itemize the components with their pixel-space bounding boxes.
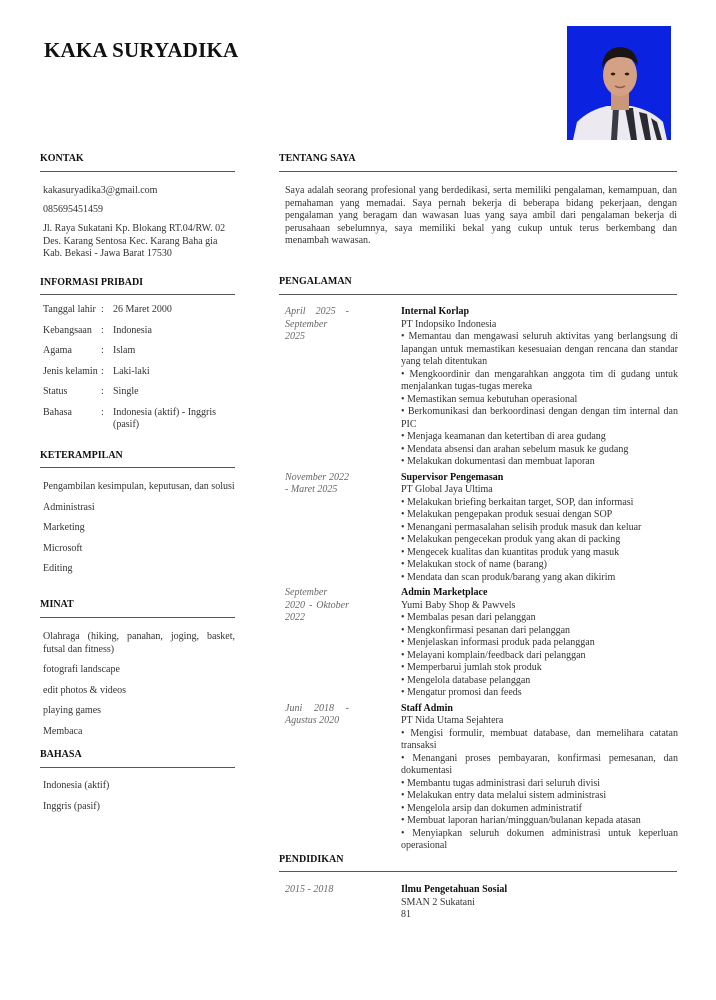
experience-section-title: PENGALAMAN [279,276,352,287]
about-section-title: TENTANG SAYA [279,153,356,164]
experience-bullet: • Mendata dan scan produk/barang yang akan dikirim [401,571,616,583]
experience-entry [285,306,678,469]
info-label: Kebangsaan [43,324,92,336]
experience-bullet: • Mengecek kualitas dan kuantitas produk yang masuk [401,546,620,558]
about-text: Saya adalah seorang profesional yang berdedikasi, serta memiliki pengalaman, kemampuan, dan pemahaman yang memadai. Saya pernah bekerja di beberapa bidang pekerjaan, dengan pengalaman yang beragam dan wawasan luas yang saya ambil dari pengalaman bekerja di perusahaan sebelumnya, saya memiliki bekal yang cukup untuk terus berkembang dan menambah wawasan. [285,185,677,246]
experience-bullet: • Memastikan semua kebutuhan operasional [401,393,578,405]
experience-entry [285,587,678,700]
contact-phone: 085695451459 [43,203,103,215]
experience-bullet: • Melakukan pengepakan produk sesuai dengan SOP [401,509,613,520]
experience-bullet: • Menangani permasalahan selisih produk masuk dan keluar [401,521,642,533]
experience-bullet: • Mengelola arsip dan dokumen administratif [401,802,582,814]
profile-photo [567,26,671,140]
experience-date: November 2022 - Maret 2025 [285,471,349,495]
education-entry [285,884,678,922]
personal-info-section-title: INFORMASI PRIBADI [40,277,144,288]
experience-bullet: • Melakukan dokumentasi dan membuat laporan [401,456,595,467]
info-colon: : [101,386,104,397]
experience-bullet: • Mengkoordinir dan mengarahkan anggota tim di gudang untuk menjalankan tugas-tugas mereka [401,368,678,392]
interests-section-title: MINAT [40,599,74,610]
person-portrait-icon [567,26,671,140]
info-value: 26 Maret 2000 [113,304,172,315]
experience-bullet: • Melakukan briefing berkaitan target, SOP, dan informasi [401,496,634,508]
experience-bullet: • Membalas pesan dari pelanggan [401,612,536,623]
experience-bullet: • Membuat laporan harian/mingguan/bulanan kepada atasan [401,815,641,826]
experience-entry [285,703,678,853]
experience-bullet: • Menyiapkan seluruh dokumen administrasi untuk keperluan operasional [401,827,678,851]
info-colon: : [101,365,104,377]
skill-item: Administrasi [43,501,95,513]
about-divider [279,171,677,172]
experience-section [285,306,678,856]
info-label: Bahasa [43,406,72,418]
experience-position: Staff Admin [401,702,453,714]
experience-bullet: • Mendata absensi dan arahan sebelum masuk ke gudang [401,443,629,455]
contact-divider [40,171,235,172]
experience-bullet: • Menangani proses pembayaran, konfirmasi pemesanan, dan dokumentasi [401,752,678,776]
experience-body [401,472,678,585]
info-value: Islam [113,345,136,356]
interests-section [43,631,235,746]
education-school: SMAN 2 Sukatani [401,896,475,908]
education-score: 81 [401,909,411,920]
skill-item: Editing [43,563,73,574]
skills-section [43,481,235,584]
info-row [43,325,235,338]
experience-bullet: • Menjelaskan informasi produk pada pelanggan [401,637,595,648]
info-row [43,386,235,399]
info-row [43,345,235,358]
experience-body [401,587,678,700]
experience-position: Admin Marketplace [401,587,488,598]
experience-bullet: • Menjaga keamanan dan ketertiban di area gudang [401,431,606,442]
interest-item: edit photos & videos [43,684,127,696]
experience-position: Supervisor Pengemasan [401,471,504,483]
education-date: 2015 - 2018 [285,884,334,895]
contact-email: kakasuryadika3@gmail.com [43,185,158,196]
experience-bullet: • Melakukan stock of name (barang) [401,559,547,570]
skills-divider [40,467,235,468]
info-value: Single [113,386,139,397]
info-colon: : [101,345,104,356]
info-value: Indonesia (aktif) - Inggris (pasif) [113,406,217,430]
experience-bullet: • Memperbarui jumlah stok produk [401,662,542,673]
education-divider [279,871,677,872]
experience-bullet: • Melakukan pengecekan produk yang akan di packing [401,534,621,545]
experience-date: September 2020 - Oktober 2022 [285,587,349,623]
experience-company: PT Indopsiko Indonesia [401,318,497,330]
interest-item: fotografi landscape [43,664,120,675]
skills-section-title: KETERAMPILAN [40,450,123,461]
experience-company: Yumi Baby Shop & Pawvels [401,599,516,611]
info-value: Laki-laki [113,365,150,377]
experience-bullet: • Mengkonfirmasi pesanan dari pelanggan [401,624,571,636]
experience-bullet: • Berkomunikasi dan berkoordinasi dengan dengan tim internal dan PIC [401,406,678,430]
contact-section-title: KONTAK [40,153,84,164]
info-row [43,366,235,379]
experience-bullet: • Mengatur promosi dan feeds [401,687,522,698]
experience-bullet: • Mengisi formulir, membuat database, dan memelihara catatan transaksi [401,727,678,751]
education-field: Ilmu Pengetahuan Sosial [401,884,508,895]
experience-bullet: • Mengelola database pelanggan [401,674,531,686]
info-value: Indonesia [113,324,152,336]
contact-address: Jl. Raya Sukatani Kp. Blokang RT.04/RW. 02 Des. Karang Sentosa Kec. Karang Baha gia Kab. Bekasi - Jawa Barat 17530 [43,223,226,259]
interest-item: Membaca [43,725,83,737]
personal-info-section [43,304,235,440]
experience-bullet: • Memantau dan mengawasi seluruh aktivitas yang berlangsung di lapangan untuk memastikan kesesuaian dengan rencana dan standar yang telah ditentukan [401,331,678,367]
info-label: Status [43,386,68,397]
languages-section-title: BAHASA [40,749,82,760]
experience-bullet: • Melakukan entry data melalui sistem administrasi [401,790,607,801]
skill-item: Microsoft [43,542,83,554]
experience-entry [285,472,678,585]
experience-company: PT Global Jaya Ultima [401,484,493,495]
contact-section [43,185,235,267]
skill-item: Marketing [43,522,85,533]
person-name: KAKA SURYADIKA [44,38,239,62]
language-item: Indonesia (aktif) [43,780,110,791]
interest-item: playing games [43,705,102,716]
interests-divider [40,617,235,618]
education-section-title: PENDIDIKAN [279,854,344,865]
info-row [43,407,235,432]
experience-body [401,306,678,469]
info-colon: : [101,304,104,315]
language-item: Inggris (pasif) [43,800,100,812]
info-label: Tanggal lahir [43,304,96,315]
experience-bullet: • Membantu tugas administrasi dari seluruh divisi [401,777,601,789]
experience-company: PT Nida Utama Sejahtera [401,715,504,726]
personal-info-divider [40,294,235,295]
experience-position: Internal Korlap [401,306,470,317]
experience-date: April 2025 - September 2025 [285,306,349,342]
education-section [285,884,678,925]
info-colon: : [101,406,104,418]
interest-item: Olahraga (hiking, panahan, joging, basket, futsal dan fitness) [43,631,235,655]
experience-divider [279,294,677,295]
experience-bullet: • Melayani komplain/feedback dari pelanggan [401,649,586,661]
info-label: Jenis kelamin [43,365,98,377]
info-label: Agama [43,345,72,356]
info-row [43,304,235,317]
experience-body [401,703,678,853]
languages-section [43,780,235,821]
education-body [401,884,678,922]
skill-item: Pengambilan kesimpulan, keputusan, dan solusi [43,481,235,492]
languages-divider [40,767,235,768]
info-colon: : [101,324,104,336]
experience-date: Juni 2018 - Agustus 2020 [285,702,349,726]
